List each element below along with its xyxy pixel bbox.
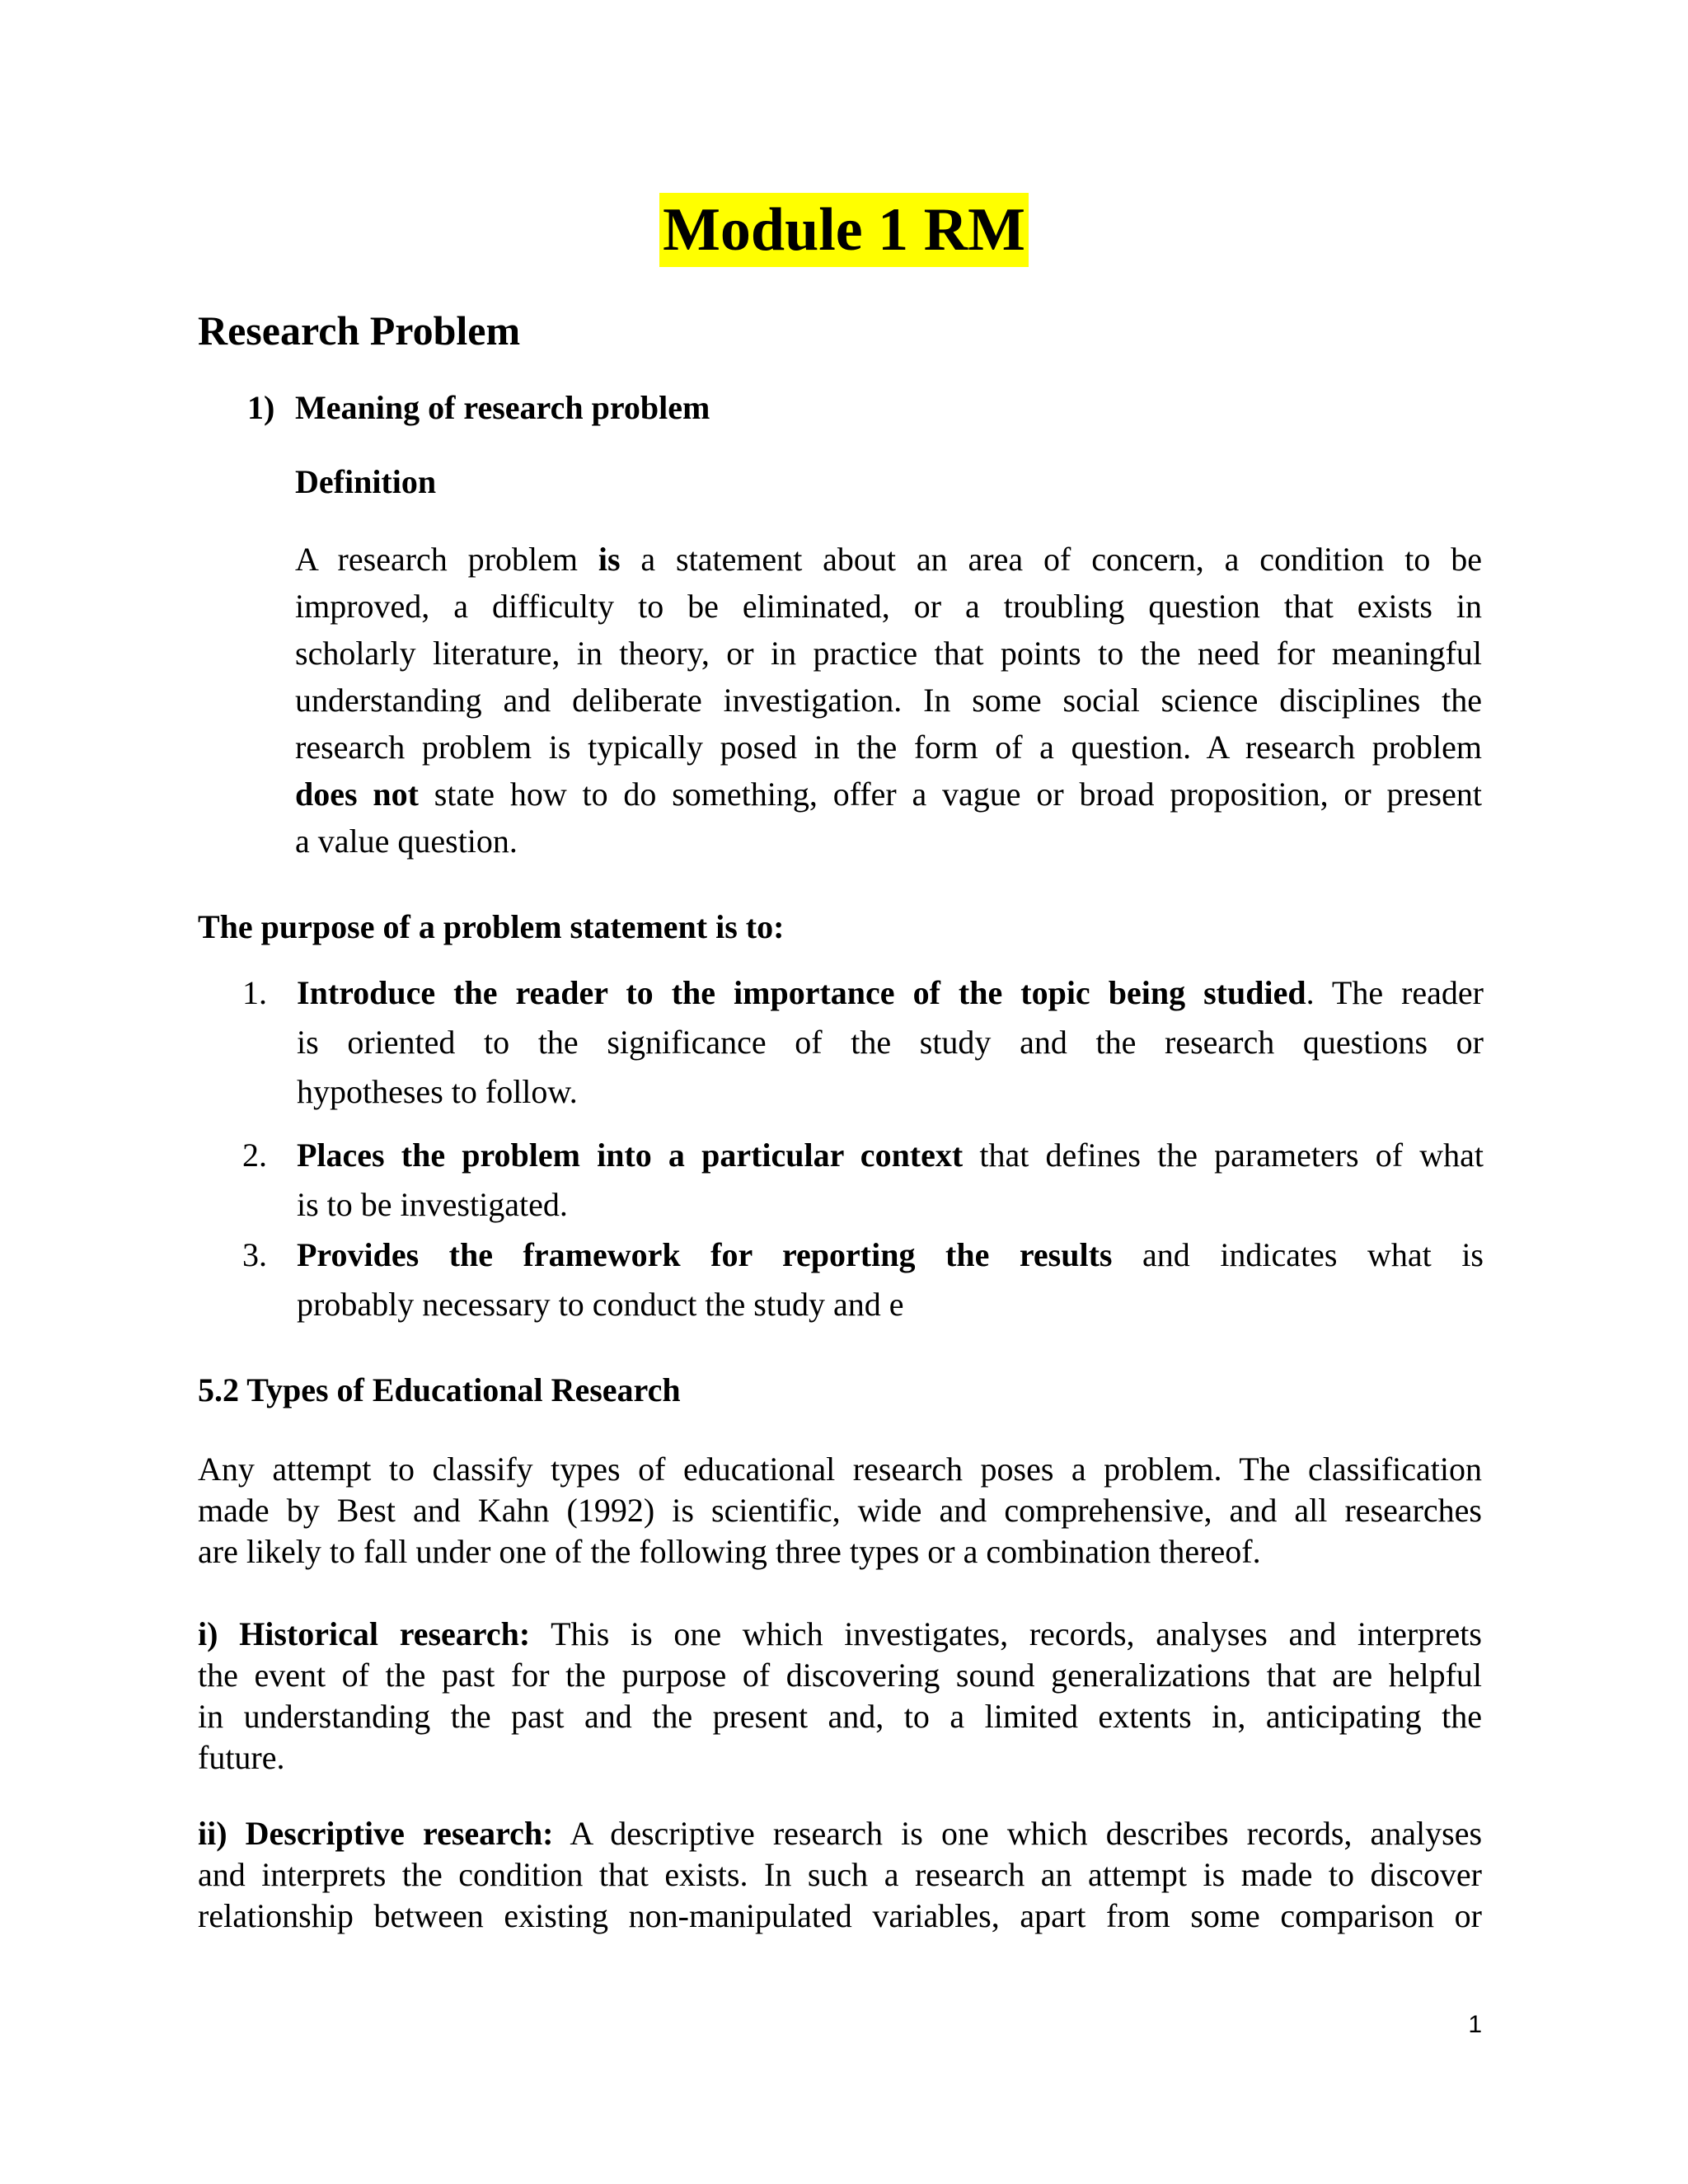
descriptive-paragraph bbox=[198, 1813, 1482, 1937]
body-text: improved, a difficulty to be eliminated, or a troubling question that exists in bbox=[295, 588, 1482, 625]
purpose-item-line bbox=[297, 1018, 1484, 1067]
intro-paragraph bbox=[198, 1449, 1482, 1572]
descriptive-line bbox=[198, 1896, 1482, 1937]
intro-line bbox=[198, 1531, 1482, 1572]
body-text: in understanding the past and the present and, to a limited extents in, anticipating the bbox=[198, 1698, 1482, 1735]
definition-line bbox=[295, 630, 1482, 677]
historical-line bbox=[198, 1696, 1482, 1737]
page-title: Module 1 RM bbox=[659, 193, 1029, 267]
body-text: This is one which investigates, records, analyses and interprets bbox=[530, 1615, 1482, 1652]
body-text: are likely to fall under one of the following three types or a combination thereof. bbox=[198, 1533, 1261, 1570]
definition-line bbox=[295, 818, 1482, 865]
definition-line bbox=[295, 583, 1482, 630]
purpose-item-line bbox=[297, 1131, 1484, 1180]
historical-line bbox=[198, 1655, 1482, 1696]
purpose-item-number: 3. bbox=[242, 1236, 267, 1273]
purpose-item-line bbox=[297, 1067, 1484, 1117]
emphasis-text: is bbox=[598, 541, 621, 578]
purpose-item-text bbox=[297, 1131, 1484, 1230]
definition-line bbox=[295, 771, 1482, 818]
historical-line bbox=[198, 1737, 1482, 1779]
purpose-item-line bbox=[297, 968, 1484, 1018]
intro-line bbox=[198, 1449, 1482, 1490]
types-heading: 5.2 Types of Educational Research bbox=[198, 1371, 681, 1408]
definition-line bbox=[295, 724, 1482, 771]
body-text: made by Best and Kahn (1992) is scientific, wide and comprehensive, and all researches bbox=[198, 1492, 1482, 1529]
purpose-item-line bbox=[297, 1180, 1484, 1230]
purpose-item-text bbox=[297, 1230, 1484, 1329]
body-text: Any attempt to classify types of educational research poses a problem. The classification bbox=[198, 1451, 1482, 1488]
body-text: a value question. bbox=[295, 823, 518, 860]
body-text: and interprets the condition that exists. In such a research an attempt is made to discover bbox=[198, 1856, 1482, 1893]
purpose-item-plain: that defines the parameters of what bbox=[963, 1137, 1484, 1174]
body-text: future. bbox=[198, 1739, 285, 1776]
body-text: state how to do something, offer a vague or broad proposition, or present bbox=[418, 776, 1482, 813]
item1-label: 1) bbox=[247, 389, 275, 426]
item1-heading: Meaning of research problem bbox=[295, 389, 710, 426]
purpose-item-plain: is to be investigated. bbox=[297, 1186, 568, 1223]
historical-paragraph bbox=[198, 1614, 1482, 1779]
descriptive-line bbox=[198, 1854, 1482, 1896]
definition-line bbox=[295, 677, 1482, 724]
intro-line bbox=[198, 1490, 1482, 1531]
purpose-item-bold: Provides the framework for reporting the results bbox=[297, 1236, 1113, 1273]
descriptive-label: ii) Descriptive research: bbox=[198, 1815, 554, 1852]
page-number: 1 bbox=[1468, 2011, 1482, 2038]
body-text: relationship between existing non-manipulated variables, apart from some comparison or bbox=[198, 1897, 1482, 1934]
body-text: research problem is typically posed in the form of a question. A research problem bbox=[295, 729, 1482, 766]
descriptive-line bbox=[198, 1813, 1482, 1854]
purpose-item-plain: hypotheses to follow. bbox=[297, 1073, 578, 1110]
body-text: a statement about an area of concern, a condition to be bbox=[620, 541, 1482, 578]
purpose-item-number: 1. bbox=[242, 974, 267, 1011]
purpose-item-plain: . The reader bbox=[1306, 974, 1484, 1011]
purpose-heading: The purpose of a problem statement is to: bbox=[198, 908, 785, 945]
body-text: A descriptive research is one which describes records, analyses bbox=[553, 1815, 1483, 1852]
purpose-item-plain: probably necessary to conduct the study and e bbox=[297, 1286, 904, 1323]
historical-line bbox=[198, 1614, 1482, 1655]
definition-paragraph bbox=[295, 536, 1482, 865]
purpose-item-number: 2. bbox=[242, 1137, 267, 1174]
body-text: scholarly literature, in theory, or in practice that points to the need for meaningful bbox=[295, 635, 1482, 672]
title-container bbox=[0, 193, 1688, 267]
purpose-item-bold: Places the problem into a particular context bbox=[297, 1137, 964, 1174]
definition-heading: Definition bbox=[295, 463, 437, 500]
purpose-item-line bbox=[297, 1280, 1484, 1329]
purpose-item-line bbox=[297, 1230, 1484, 1280]
emphasis-text: does not bbox=[295, 776, 419, 813]
body-text: understanding and deliberate investigation. In some social science disciplines the bbox=[295, 682, 1482, 719]
body-text: the event of the past for the purpose of discovering sound generalizations that are helpful bbox=[198, 1657, 1482, 1694]
body-text: A research problem bbox=[295, 541, 598, 578]
purpose-item-plain: is oriented to the significance of the study and the research questions or bbox=[297, 1024, 1484, 1061]
purpose-item-bold: Introduce the reader to the importance of the topic being studied bbox=[297, 974, 1306, 1011]
purpose-item-plain: and indicates what is bbox=[1112, 1236, 1484, 1273]
section-heading: Research Problem bbox=[198, 307, 521, 354]
purpose-item-text bbox=[297, 968, 1484, 1117]
definition-line bbox=[295, 536, 1482, 583]
historical-label: i) Historical research: bbox=[198, 1615, 531, 1652]
